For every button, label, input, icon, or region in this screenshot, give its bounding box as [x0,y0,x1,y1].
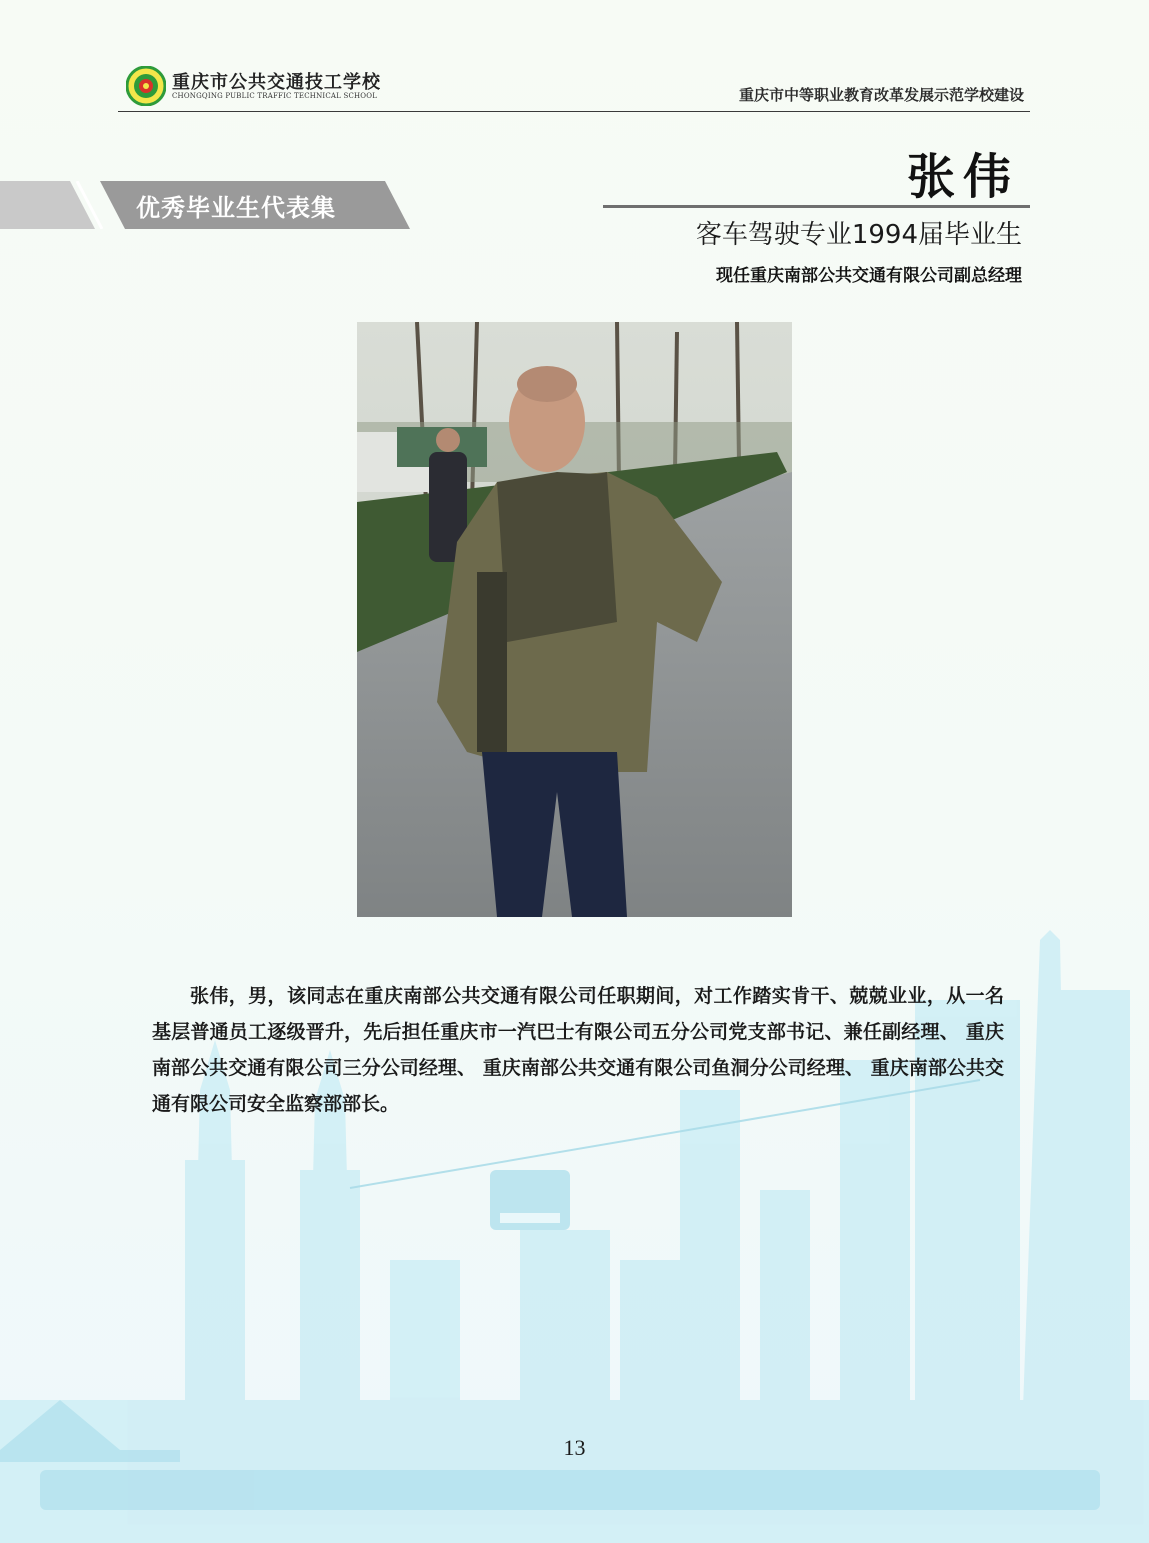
school-name-english: CHONGQING PUBLIC TRAFFIC TECHNICAL SCHOOL [172,92,378,100]
name-divider [603,205,1030,208]
page-number: 13 [563,1435,586,1460]
graduate-major: 客车驾驶专业1994届毕业生 [695,220,1022,250]
bio-paragraph: 张伟，男，该同志在重庆南部公共交通有限公司任职期间，对工作踏实肯干、兢兢业业，从一名基层普通员工逐级晋升，先后担任重庆市一汽巴士有限公司五分公司党支部书记、兼任副经理、 重庆南部公共交通有限公司三分公司经理、 重庆南部公共交通有限公司鱼洞分公司经理、 重庆南部公共交通有限公司安全监察部部长。 [152,985,1004,1115]
portrait-photo [357,322,792,917]
current-position: 现任重庆南部公共交通有限公司副总经理 [716,266,1022,286]
person-name: 张伟 [906,149,1019,205]
school-emblem-icon [126,66,166,106]
project-title: 重庆市中等职业教育改革发展示范学校建设 [738,86,1024,104]
section-title: 优秀毕业生代表集 [136,194,336,222]
school-name: 重庆市公共交通技工学校 [172,72,381,93]
header-divider [118,111,1030,112]
page-header [118,62,1030,112]
